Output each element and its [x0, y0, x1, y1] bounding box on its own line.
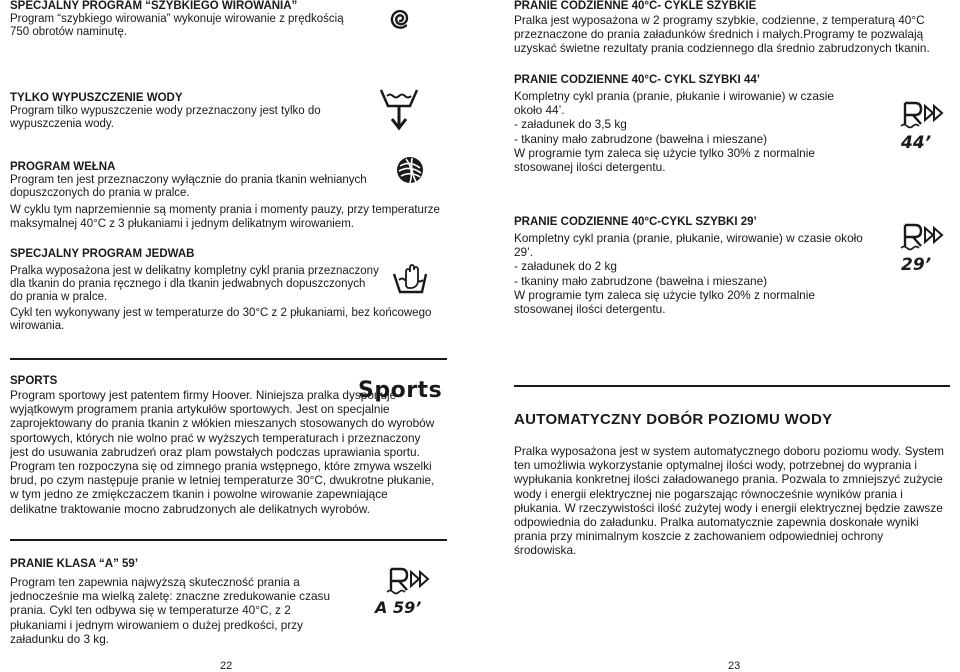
quick44-line-2: - załadunek do 3,5 kg: [514, 117, 627, 132]
class-a-text: Program ten zapewnia najwyższą skuteczność prania a jednocześnie ma wielką zaletę: znaczne zredukowanie czasu prania. Cykl ten odbywa się w temperaturze 40°C, z 2 płukaniami i jednym wirowaniem o dużej predkości, przy załadunku do 3 kg.: [10, 575, 331, 646]
quick29-title: PRANIE CODZIENNE 40°C-CYKL SZYBKI 29’: [514, 216, 757, 228]
quick29-icon-label: 29’: [901, 255, 932, 275]
quick44-icon-label: 44’: [901, 133, 932, 153]
auto-level-text: Pralka wyposażona jest w system automatycznego doboru poziomu wody. System ten umożliwia wykorzystanie optymalnej ilości wody, potrzebnej do wyprania i wypłukania konkretnej ilości załadowanego prania. Pozwala to zmniejszyć zużycie wody i energii elektrycznej nie pogarszając równocześnie wyników prania i płukania. W rzeczywistości ilość zużytej wody i energii elektrycznej będzie zawsze odpowiednia do załadunku. Pralka automatycznie zapewnia doskonałe wyniki prania przy minimalnym koszcie z zachowaniem odpowiedniej ochrony środowiska.: [514, 444, 944, 558]
quick44-line-1: Kompletny cykl prania (pranie, płukanie i wirowanie) w czasie około 44’.: [514, 89, 834, 118]
quick-title: PRANIE CODZIENNE 40°C- CYKLE SZYBKIE: [514, 0, 757, 12]
wool-title: PROGRAM WEŁNA: [10, 161, 116, 173]
auto-level-section: [514, 444, 944, 558]
spin-section: [10, 0, 360, 39]
drain-water-icon: [378, 86, 420, 132]
rapid-wash-icon: [375, 566, 445, 620]
silk-text-2: Cykl ten wykonywany jest w temperaturze do 30°C z 2 płukaniami, bez końcowego wirowania.: [10, 306, 432, 332]
spiral-spin-icon: [388, 8, 412, 34]
drain-text: Program tilko wypuszczenie wody przeznaczony jest tylko do wypuszczenia wody.: [10, 105, 321, 131]
quick-section: [514, 0, 954, 56]
class-a-title: PRANIE KLASA “A” 59’: [10, 558, 139, 570]
left-divider: [10, 358, 447, 360]
quick29-glyph: [899, 222, 951, 252]
quick44-section: [514, 74, 864, 174]
page-number-right: 23: [728, 660, 741, 672]
quick29-line-4: W programie tym zaleca się użycie tylko 20% z normalnie stosowanej ilości detergentu.: [514, 287, 815, 317]
quick29-line-1: Kompletny cykl prania (pranie, płukanie, wirowanie) w czasie około 29’.: [514, 231, 863, 260]
wool-text-2: W cyklu tym naprzemiennie są momenty prania i momenty pauzy, przy temperaturze maksymalnej 40°C z 3 płukaniami i jednym delikatnym wirowaniem.: [10, 204, 440, 230]
left-divider-2: [10, 539, 447, 541]
wool-ball-icon: [394, 154, 426, 186]
quick44-icon: [895, 100, 955, 160]
sports-title: SPORTS: [10, 375, 58, 387]
auto-level-title: AUTOMATYCZNY DOBÓR POZIOMU WODY: [514, 411, 833, 428]
quick44-line-3: - tkaniny mało zabrudzone (bawełna i mieszane): [514, 131, 768, 146]
spin-title: SPECJALNY PROGRAM “SZYBKIEGO WIROWANIA”: [10, 0, 298, 12]
silk-section: [10, 248, 450, 333]
drain-title: TYLKO WYPUSZCZENIE WODY: [10, 92, 183, 104]
sports-logo: Sports: [358, 378, 443, 403]
quick29-line-3: - tkaniny mało zabrudzone (bawełna i mieszane): [514, 273, 768, 288]
quick-text: Pralka jest wyposażona w 2 programy szybkie, codzienne, z temperaturą 40°C przeznaczone do prania załadunków średnich i małych.Programy te pozwalają uzyskać świetne rezultaty prania codziennego dla średnio zabrudzonych tkanin.: [514, 13, 930, 56]
quick44-line-4: W programie tym zaleca się użycie tylko 30% z normalnie stosowanej ilości detergentu.: [514, 145, 815, 175]
spin-text: Program “szybkiego wirowania” wykonuje wirowanie z prędkością 750 obrotów naminutę.: [10, 13, 344, 39]
page-number-left: 22: [220, 660, 233, 672]
quick44-glyph: [899, 100, 951, 130]
quick29-icon: [895, 222, 955, 278]
silk-title: SPECJALNY PROGRAM JEDWAB: [10, 248, 195, 260]
class-a-icon-label: A 59’: [375, 598, 422, 617]
quick29-section: [514, 216, 874, 316]
class-a-section: [10, 558, 340, 646]
right-divider: [514, 385, 950, 387]
wool-text-1: Program ten jest przeznaczony wyłącznie do prania tkanin wełnianych dopuszczonych do prania w pralce.: [10, 174, 367, 200]
drain-section: [10, 92, 340, 131]
sports-text: Program sportowy jest patentem firmy Hoover. Niniejsza pralka dysponuje wyjątkowym programem prania artykułów sportowych. Jest on specjalnie zaprojektowany do prania tkanin z włókien mieszanych stosowanych do wyrobów sportowych, których nie wolno prać w wyższych temperaturach i przeznaczony jest do usuwania zabrudzeń oraz plam powstałych podczas uprawiania sportu. Program ten rozpoczyna się od zimnego prania wstępnego, które zmywa wszelki brud, po czym następuje pranie w letniej temperaturze 30°C, dwukrotne płukanie, w tym jedno ze zmiękczaczem tkanin i powolne wirowanie zapewniające delikatne traktowanie mocno zabrudzonych ale delikatnych wyrobów.: [10, 388, 435, 516]
hand-wash-icon: [392, 262, 428, 296]
wool-section: [10, 161, 440, 231]
rapid-wash-glyph: [385, 566, 437, 596]
quick29-line-2: - załadunek do 2 kg: [514, 259, 617, 274]
silk-text-1: Pralka wyposażona jest w delikatny kompletny cykl prania przeznaczony dla tkanin do prania ręcznego i dla tkanin jedwabnych dopuszczonych do prania w pralce.: [10, 265, 379, 304]
quick44-title: PRANIE CODZIENNE 40°C- CYKL SZYBKI 44’: [514, 74, 760, 86]
